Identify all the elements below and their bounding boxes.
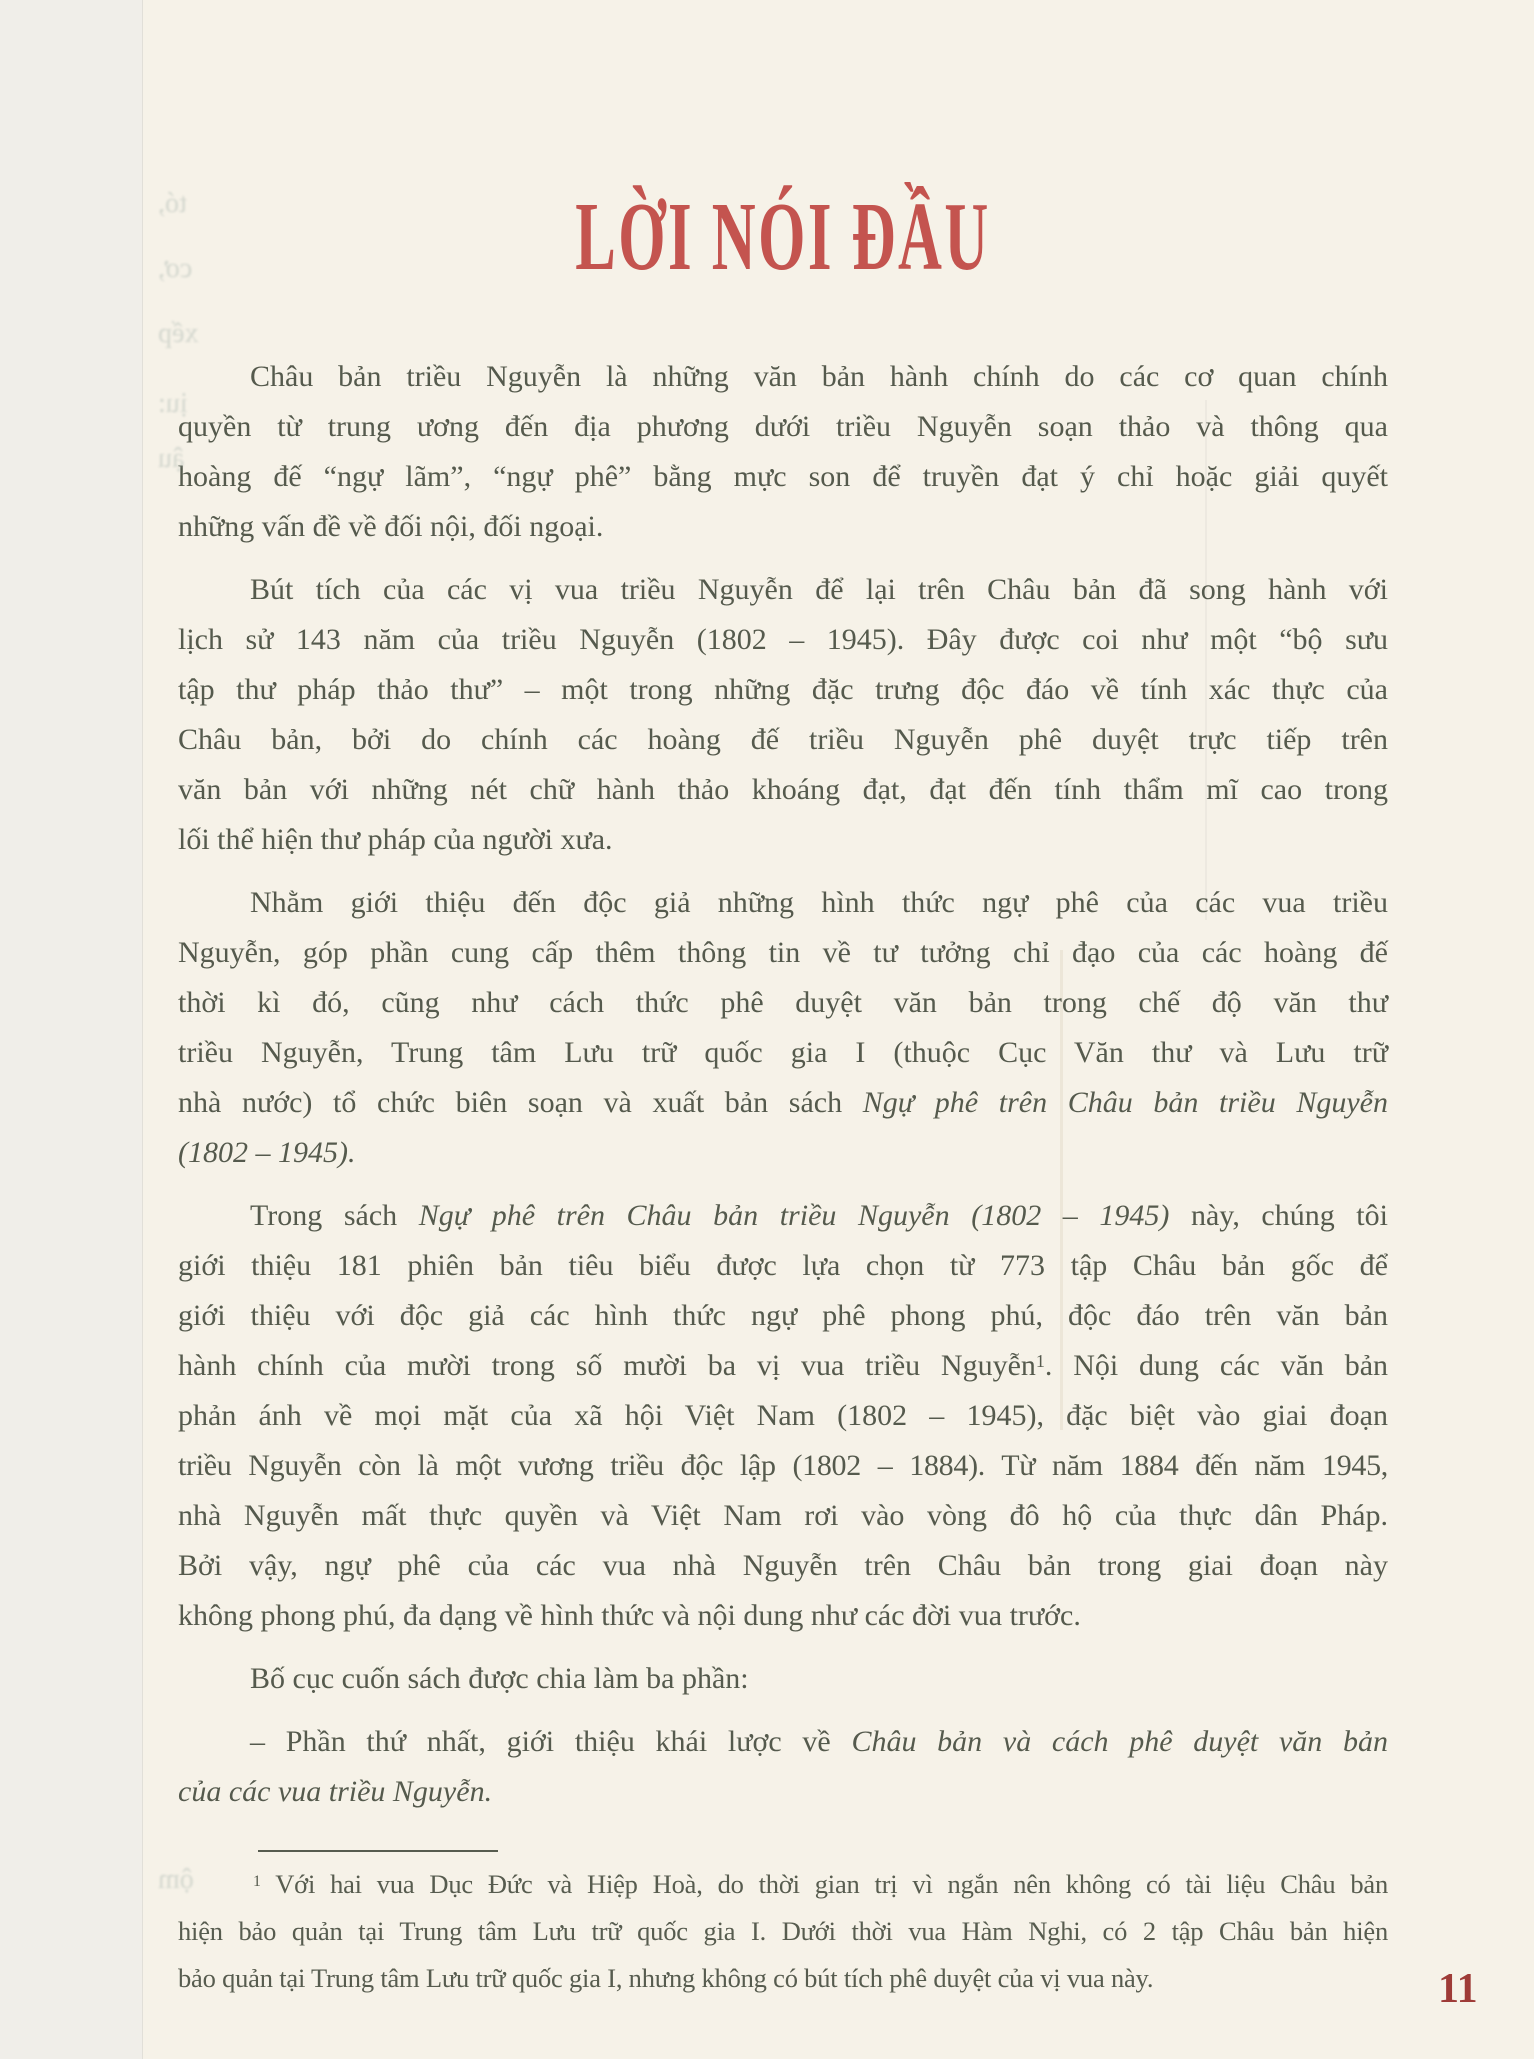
footnote [178, 1850, 1388, 2002]
page-title: LỜI NÓI ĐẦU [575, 183, 991, 291]
text-segment: triều Nguyễn, Trung tâm Lưu trữ quốc gia I (thuộc Cục Văn thư và Lưu trữ [178, 1036, 1388, 1069]
text-segment: của các vua triều Nguyễn. [178, 1775, 493, 1808]
footnote-line [178, 1908, 1388, 1955]
text-segment: Ngự phê trên Châu bản triều Nguyễn (1802 – 1945) [418, 1199, 1170, 1232]
body-line [178, 1591, 1388, 1641]
body-line [178, 1341, 1388, 1391]
text-segment: Bút tích của các vị vua triều Nguyễn để lại trên Châu bản đã song hành với [250, 573, 1388, 606]
body-line [178, 1241, 1388, 1291]
footnote-line [178, 1861, 1388, 1908]
body-line [178, 1391, 1388, 1441]
body-paragraph [178, 1717, 1388, 1817]
body-line [178, 1191, 1388, 1241]
text-segment: nhà nước) tổ chức biên soạn và xuất bản sách [178, 1086, 863, 1119]
body-paragraph [178, 878, 1388, 1178]
text-segment: Bởi vậy, ngự phê của các vua nhà Nguyễn trên Châu bản trong giai đoạn này [178, 1549, 1388, 1582]
footnote-line [178, 1955, 1388, 2002]
body-line [178, 402, 1388, 452]
text-segment: . Nội dung các văn bản [1044, 1349, 1389, 1382]
text-segment: Bố cục cuốn sách được chia làm ba phần: [250, 1662, 749, 1695]
body-paragraph [178, 352, 1388, 552]
text-segment: giới thiệu 181 phiên bản tiêu biểu được lựa chọn từ 773 tập Châu bản gốc để [178, 1249, 1388, 1282]
body-line [178, 665, 1388, 715]
page-edge-strip [0, 0, 143, 2059]
text-segment: 1 [253, 1872, 261, 1890]
body-line [178, 452, 1388, 502]
ghost-bleedthrough-text: ộm [158, 1864, 194, 1895]
text-segment: Ngự phê trên Châu bản triều Nguyễn [862, 1086, 1388, 1119]
ghost-bleedthrough-text: cơ, [158, 253, 193, 284]
text-segment: giới thiệu với độc giả các hình thức ngự phê phong phú, độc đáo trên văn bản [178, 1299, 1388, 1332]
text-segment: Nguyễn, góp phần cung cấp thêm thông tin về tư tưởng chỉ đạo của các hoàng đế [178, 936, 1388, 969]
body-line [178, 928, 1388, 978]
text-segment: Trong sách [250, 1199, 419, 1232]
text-segment: hành chính của mười trong số mười ba vị vua triều Nguyễn [178, 1349, 1036, 1382]
text-segment: (1802 – 1945). [178, 1136, 356, 1169]
text-segment: văn bản với những nét chữ hành thảo khoáng đạt, đạt đến tính thẩm mĩ cao trong [178, 773, 1388, 806]
text-segment: này, chúng tôi [1169, 1199, 1388, 1232]
text-segment: Châu bản triều Nguyễn là những văn bản hành chính do các cơ quan chính [250, 360, 1388, 393]
text-segment: Châu bản và cách phê duyệt văn bản [851, 1725, 1388, 1758]
ghost-bleedthrough-text: tó, [158, 188, 187, 219]
body-line [178, 1717, 1388, 1767]
text-segment: những vấn đề về đối nội, đối ngoại. [178, 510, 604, 543]
body-paragraph [178, 1654, 1388, 1704]
footnote-lines [178, 1861, 1388, 2002]
body-line [178, 352, 1388, 402]
ghost-bleedthrough-text: ịu: [158, 388, 188, 419]
text-segment: nhà Nguyễn mất thực quyền và Việt Nam rơi vào vòng đô hộ của thực dân Pháp. [178, 1499, 1388, 1532]
footnote-rule [258, 1850, 498, 1852]
text-segment: lối thể hiện thư pháp của người xưa. [178, 823, 613, 856]
body-line [178, 1291, 1388, 1341]
ghost-bleedthrough-text: ậu [158, 443, 185, 474]
body-line [178, 1491, 1388, 1541]
ghost-bleedthrough-text: xếp [158, 318, 199, 349]
text-segment: bảo quản tại Trung tâm Lưu trữ quốc gia I, nhưng không có bút tích phê duyệt của vị vua này. [178, 1963, 1154, 1993]
text-segment: 1 [1035, 1350, 1045, 1371]
title-wrap [408, 183, 1158, 291]
body-paragraph [178, 1191, 1388, 1641]
body-line [178, 1128, 1388, 1178]
body-line [178, 1767, 1388, 1817]
body-line [178, 878, 1388, 928]
body-line [178, 565, 1388, 615]
text-segment: Châu bản, bởi do chính các hoàng đế triều Nguyễn phê duyệt trực tiếp trên [178, 723, 1388, 756]
body-line [178, 502, 1388, 552]
body-line [178, 615, 1388, 665]
text-segment: không phong phú, đa dạng về hình thức và nội dung như các đời vua trước. [178, 1599, 1081, 1632]
body-line [178, 765, 1388, 815]
page-number: 11 [1438, 1966, 1478, 2012]
text-segment: triều Nguyễn còn là một vương triều độc lập (1802 – 1884). Từ năm 1884 đến năm 1945, [178, 1449, 1388, 1482]
body-text [178, 352, 1388, 1830]
body-line [178, 815, 1388, 865]
text-segment: – Phần thứ nhất, giới thiệu khái lược về [250, 1725, 852, 1758]
body-line [178, 715, 1388, 765]
body-line [178, 1078, 1388, 1128]
text-segment: thời kì đó, cũng như cách thức phê duyệt văn bản trong chế độ văn thư [178, 986, 1388, 1019]
text-segment: Nhằm giới thiệu đến độc giả những hình thức ngự phê của các vua triều [250, 886, 1388, 919]
body-line [178, 978, 1388, 1028]
body-line [178, 1654, 1388, 1704]
body-line [178, 1541, 1388, 1591]
text-segment: quyền từ trung ương đến địa phương dưới triều Nguyễn soạn thảo và thông qua [178, 410, 1388, 443]
body-line [178, 1441, 1388, 1491]
text-segment: phản ánh về mọi mặt của xã hội Việt Nam (1802 – 1945), đặc biệt vào giai đoạn [178, 1399, 1388, 1432]
text-segment: lịch sử 143 năm của triều Nguyễn (1802 – 1945). Đây được coi như một “bộ sưu [178, 623, 1388, 656]
text-segment: Với hai vua Dục Đức và Hiệp Hoà, do thời gian trị vì ngắn nên không có tài liệu Châu bản [260, 1869, 1388, 1899]
body-line [178, 1028, 1388, 1078]
text-segment: hoàng đế “ngự lãm”, “ngự phê” bằng mực son để truyền đạt ý chỉ hoặc giải quyết [178, 460, 1388, 493]
body-paragraph [178, 565, 1388, 865]
text-segment: tập thư pháp thảo thư” – một trong những đặc trưng độc đáo về tính xác thực của [178, 673, 1388, 706]
text-segment: hiện bảo quản tại Trung tâm Lưu trữ quốc gia I. Dưới thời vua Hàm Nghi, có 2 tập Châu bản hiện [178, 1916, 1388, 1946]
